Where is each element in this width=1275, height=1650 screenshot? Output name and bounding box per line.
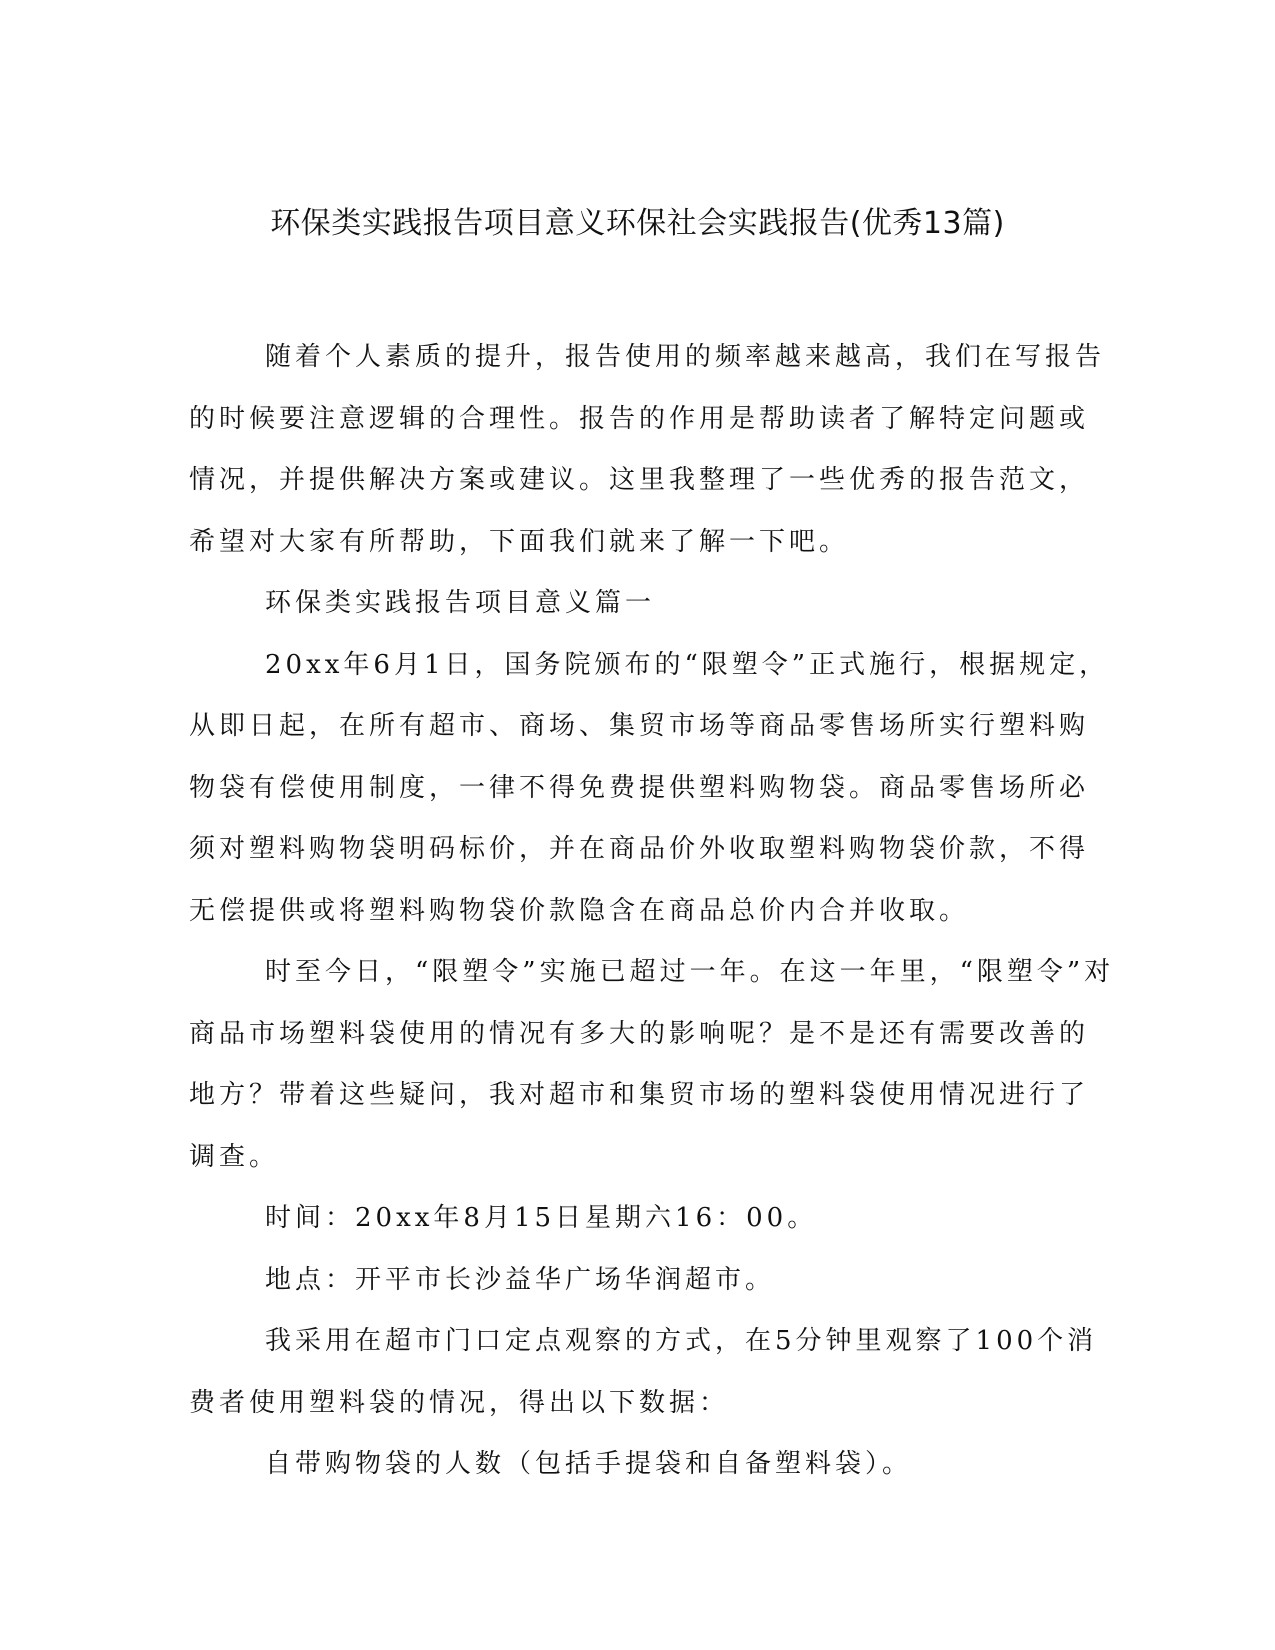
paragraph-line: 情况，并提供解决方案或建议。这里我整理了一些优秀的报告范文， bbox=[189, 465, 1090, 495]
paragraph-data-item bbox=[189, 1434, 1069, 1496]
paragraph-line: 我采用在超市门口定点观察的方式，在5分钟里观察了100个消 bbox=[265, 1326, 1098, 1356]
paragraph-line: 20xx年6月1日，国务院颁布的“限塑令”正式施行，根据规定， bbox=[265, 649, 1110, 680]
paragraph-line: 自带购物袋的人数（包括手提袋和自备塑料袋）。 bbox=[265, 1449, 913, 1479]
paragraph-method bbox=[189, 1311, 1098, 1434]
paragraph-line: 调查。 bbox=[189, 1141, 280, 1172]
paragraph-intro bbox=[189, 327, 1106, 573]
paragraph-line: 从即日起，在所有超市、商场、集贸市场等商品零售场所实行塑料购 bbox=[189, 711, 1090, 741]
paragraph-line: 须对塑料购物袋明码标价，并在商品价外收取塑料购物袋价款，不得 bbox=[189, 834, 1090, 864]
document-title: 环保类实践报告项目意义环保社会实践报告(优秀13篇) bbox=[270, 206, 1005, 241]
paragraph-line: 地点：开平市长沙益华广场华润超市。 bbox=[265, 1264, 776, 1295]
paragraph-line: 的时候要注意逻辑的合理性。报告的作用是帮助读者了解特定问题或 bbox=[189, 403, 1090, 434]
document-body bbox=[189, 327, 1115, 1496]
paragraph-line: 时至今日，“限塑令”实施已超过一年。在这一年里，“限塑令”对 bbox=[265, 957, 1115, 987]
paragraph-line: 随着个人素质的提升，报告使用的频率越来越高，我们在写报告 bbox=[265, 342, 1106, 372]
paragraph-line: 地方？带着这些疑问，我对超市和集贸市场的塑料袋使用情况进行了 bbox=[189, 1080, 1090, 1110]
paragraph-location bbox=[189, 1250, 1069, 1312]
paragraph-line: 商品市场塑料袋使用的情况有多大的影响呢？是不是还有需要改善的 bbox=[189, 1018, 1090, 1049]
paragraph-line: 时间：20xx年8月15日星期六16：00。 bbox=[265, 1203, 818, 1233]
section-heading bbox=[189, 573, 1069, 635]
paragraph-line: 无偿提供或将塑料购物袋价款隐含在商品总价内合并收取。 bbox=[189, 895, 970, 926]
paragraph-line: 物袋有偿使用制度，一律不得免费提供塑料购物袋。商品零售场所必 bbox=[189, 772, 1090, 803]
paragraph-line: 希望对大家有所帮助，下面我们就来了解一下吧。 bbox=[189, 526, 850, 557]
paragraph-regulation bbox=[189, 635, 1110, 943]
paragraph-time bbox=[189, 1188, 1069, 1250]
paragraph-survey-intro bbox=[189, 942, 1115, 1188]
paragraph-line: 费者使用塑料袋的情况，得出以下数据： bbox=[189, 1387, 730, 1418]
paragraph-line: 环保类实践报告项目意义篇一 bbox=[265, 588, 656, 618]
